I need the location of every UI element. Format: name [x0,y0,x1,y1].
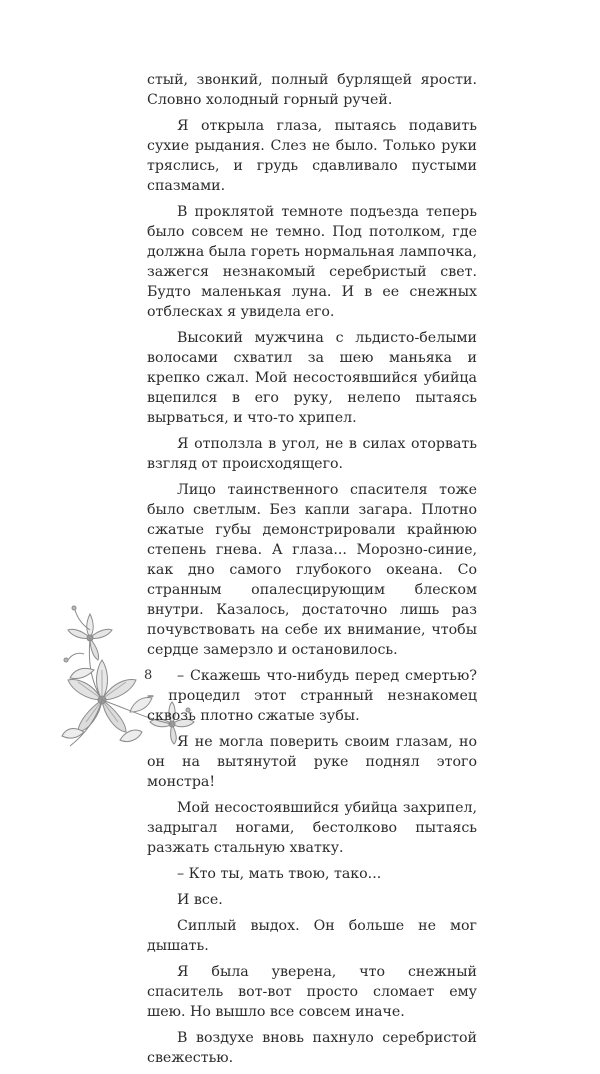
paragraph: – Скажешь что-нибудь перед смертью? – процедил этот странный незнакомец сквозь плотно сжатые зубы. [147,668,477,724]
paragraph: Я была уверена, что снежный спаситель вот-вот просто сломает ему шею. Но вышло все совсем иначе. [147,964,477,1020]
paragraph: стый, звонкий, полный бурлящей ярости. Словно холодный горный ручей. [147,72,477,108]
paragraph: Я не могла поверить своим глазам, но он на вытянутой руке поднял этого монстра! [147,734,477,790]
paragraph: Я открыла глаза, пытаясь подавить сухие рыдания. Слез не было. Только руки тряслись, и грудь сдавливало пустыми спазмами. [147,118,477,194]
paragraph: Я отползла в угол, не в силах оторвать взгляд от происходящего. [147,436,477,472]
paragraph: – Кто ты, мать твою, тако... [177,866,382,882]
paragraph: Высокий мужчина с льдисто-белыми волосами схватил за шею маньяка и крепко сжал. Мой несостоявшийся убийца вцепился в его руку, нелепо пытаясь вырваться, и что-то хрипел. [147,330,477,426]
paragraph: В воздухе вновь пахнуло серебристой свежестью. [147,1030,477,1066]
paragraph: Сиплый выдох. Он больше не мог дышать. [147,918,477,954]
page-number: 8 [144,668,153,683]
text-column [147,70,477,1074]
paragraph: В проклятой темноте подъезда теперь было совсем не темно. Под потолком, где должна была гореть нормальная лампочка, зажегся незнакомый серебристый свет. Будто маленькая луна. И в ее снежных отблесках я увидела его. [147,204,477,320]
paragraph: Мой несостоявшийся убийца захрипел, задрыгал ногами, бестолково пытаясь разжать стальную хватку. [147,800,477,856]
paragraph: И все. [177,892,223,908]
paragraph: Лицо таинственного спасителя тоже было светлым. Без капли загара. Плотно сжатые губы демонстрировали крайнюю степень гнева. А глаза... Морозно-синие, как дно самого глубокого океана. Со странным опалесцирующим блеском внутри. Казалось, достаточно лишь раз почувствовать на себе их внимание, чтобы сердце замерзло и остановилось. [147,482,477,658]
